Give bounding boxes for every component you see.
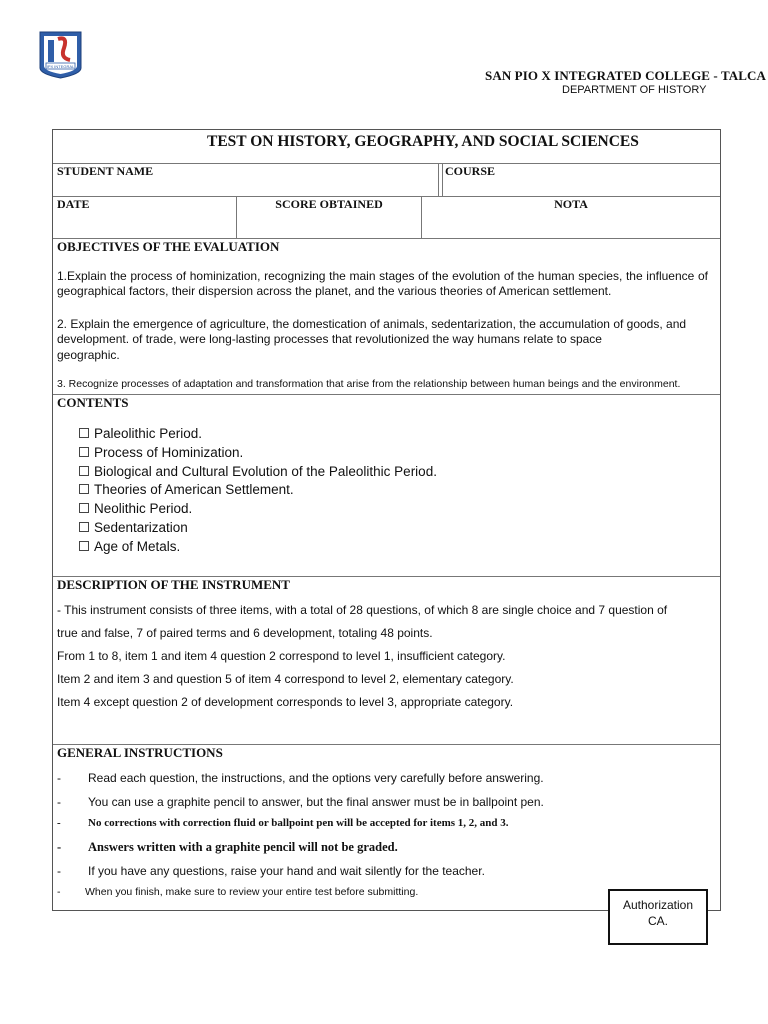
- title-row: [53, 130, 720, 164]
- student-row: [53, 164, 720, 197]
- list-item: Theories of American Settlement.: [79, 481, 437, 500]
- contents-list: [79, 425, 437, 557]
- score-label: SCORE OBTAINED: [275, 197, 383, 211]
- student-name-field[interactable]: [53, 164, 439, 196]
- list-item: Paleolithic Period.: [79, 425, 437, 444]
- list-item: Neolithic Period.: [79, 500, 437, 519]
- checkbox-icon: [79, 484, 89, 494]
- list-item: Age of Metals.: [79, 538, 437, 557]
- date-field[interactable]: [53, 197, 237, 238]
- date-score-row: [53, 197, 720, 239]
- objective-2: 2. Explain the emergence of agriculture, the domestication of animals, sedentarization, the accumulation of goods, and development. of trade, were long-lasting processes that revolutionized the way humans relate to space: [57, 317, 687, 346]
- date-label: DATE: [57, 197, 90, 211]
- list-item: Biological and Cultural Evolution of the Paleolithic Period.: [79, 463, 437, 482]
- objective-3: 3. Recognize processes of adaptation and transformation that arise from the relationship between human beings and the environment.: [57, 378, 681, 390]
- objective-1: 1.Explain the process of hominization, recognizing the main stages of the evolution of the human species, the influence of geographical factors, their dispersion across the planet, and the various theories of American settlement.: [57, 269, 708, 298]
- nota-field[interactable]: [422, 197, 720, 238]
- instruction-item: - Answers written with a graphite pencil will not be graded.: [57, 840, 398, 854]
- instructions-section: [53, 745, 720, 912]
- course-label: COURSE: [445, 164, 496, 178]
- list-item: Process of Hominization.: [79, 444, 437, 463]
- department-name: DEPARTMENT OF HISTORY: [562, 84, 707, 96]
- description-line: - This instrument consists of three items, with a total of 28 questions, of which 8 are single choice and 7 question of: [57, 603, 668, 617]
- nota-label: NOTA: [554, 197, 588, 211]
- description-title: DESCRIPTION OF THE INSTRUMENT: [57, 577, 290, 592]
- contents-section: [53, 395, 720, 577]
- instruction-item: - You can use a graphite pencil to answer, but the final answer must be in ballpoint pen.: [57, 795, 544, 809]
- college-logo: [38, 30, 83, 80]
- test-title: TEST ON HISTORY, GEOGRAPHY, AND SOCIAL SCIENCES: [207, 133, 639, 150]
- course-field[interactable]: [442, 164, 720, 196]
- instruction-item: - Read each question, the instructions, and the options very carefully before answering.: [57, 771, 544, 785]
- description-section: [53, 577, 720, 745]
- description-line: Item 2 and item 3 and question 5 of item 4 correspond to level 2, elementary category.: [57, 672, 514, 686]
- description-line: From 1 to 8, item 1 and item 4 question 2 correspond to level 1, insufficient category.: [57, 649, 506, 663]
- authorization-box: [608, 889, 708, 945]
- checkbox-icon: [79, 447, 89, 457]
- instruction-item: - If you have any questions, raise your hand and wait silently for the teacher.: [57, 864, 485, 878]
- instruction-item: - No corrections with correction fluid or ballpoint pen will be accepted for items 1, 2, and 3.: [57, 817, 509, 829]
- checkbox-icon: [79, 428, 89, 438]
- test-form: [52, 129, 721, 911]
- authorization-code: CA.: [647, 914, 668, 928]
- logo-text: IPX INTEGRAL: [46, 64, 75, 69]
- college-name: SAN PIO X INTEGRATED COLLEGE - TALCA: [485, 68, 766, 83]
- checkbox-icon: [79, 466, 89, 476]
- instruction-item: - When you finish, make sure to review your entire test before submitting.: [57, 886, 419, 898]
- objectives-title: OBJECTIVES OF THE EVALUATION: [57, 239, 280, 254]
- objectives-section: [53, 239, 720, 395]
- description-line: true and false, 7 of paired terms and 6 development, totaling 48 points.: [57, 626, 433, 640]
- student-name-label: STUDENT NAME: [57, 164, 154, 178]
- checkbox-icon: [79, 522, 89, 532]
- authorization-label: Authorization: [622, 898, 694, 912]
- list-item: Sedentarization: [79, 519, 437, 538]
- score-field[interactable]: [237, 197, 422, 238]
- contents-title: CONTENTS: [57, 395, 129, 410]
- objective-2-continued: geographic.: [57, 348, 120, 362]
- description-line: Item 4 except question 2 of development corresponds to level 3, appropriate category.: [57, 695, 514, 709]
- instructions-title: GENERAL INSTRUCTIONS: [57, 745, 223, 760]
- checkbox-icon: [79, 503, 89, 513]
- checkbox-icon: [79, 541, 89, 551]
